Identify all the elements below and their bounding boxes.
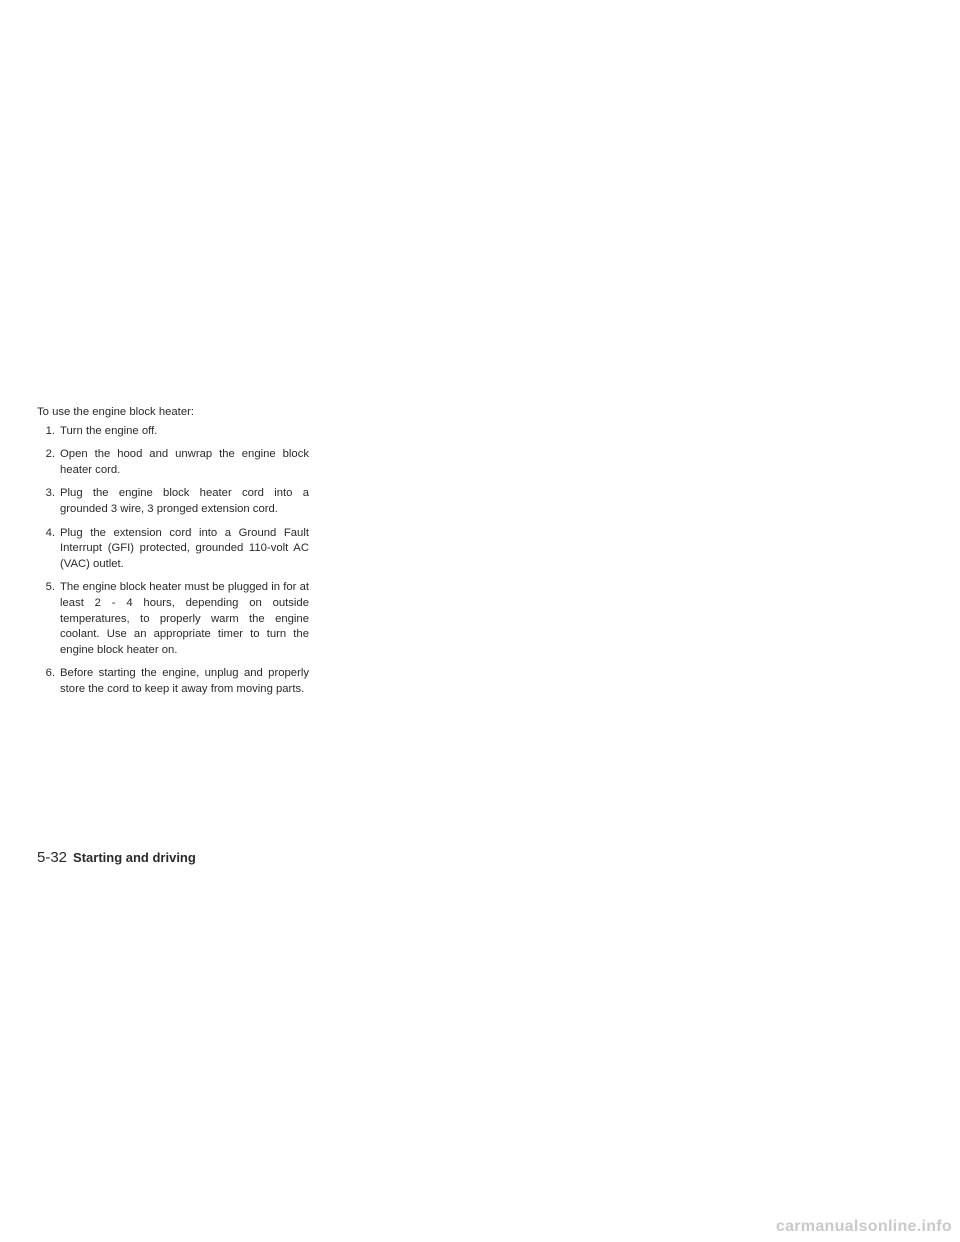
step-item: [37, 526, 309, 573]
intro-text: To use the engine block heater:: [37, 406, 195, 418]
step-number: 6.: [45, 667, 55, 680]
page-footer: [37, 849, 196, 867]
step-number: 4.: [45, 526, 55, 539]
step-number: 3.: [45, 487, 55, 500]
steps-list: [37, 424, 309, 698]
page-number: 5-32: [37, 849, 68, 866]
step-text: Turn the engine off.: [60, 424, 158, 437]
step-number: 5.: [45, 581, 55, 594]
section-title: Starting and driving: [73, 850, 196, 865]
step-text: The engine block heater must be plugged in for at least 2 - 4 hours, depending on outside temperatures, to properly warm the engine coolant. Use an appropriate timer to turn the engine block heater on.: [60, 581, 309, 656]
step-item: [37, 424, 309, 440]
step-text: Before starting the engine, unplug and properly store the cord to keep it away from moving parts.: [60, 667, 309, 695]
step-item: [37, 486, 309, 517]
step-text: Plug the engine block heater cord into a grounded 3 wire, 3 pronged extension cord.: [60, 487, 309, 515]
step-number: 1.: [45, 424, 55, 437]
step-item: [37, 666, 309, 697]
watermark: carmanualsonline.info: [775, 1218, 952, 1235]
step-item: [37, 580, 309, 658]
step-text: Open the hood and unwrap the engine block heater cord.: [60, 448, 309, 476]
step-text: Plug the extension cord into a Ground Fault Interrupt (GFI) protected, grounded 110-volt AC (VAC) outlet.: [60, 526, 309, 570]
step-number: 2.: [45, 448, 55, 461]
instructions-section: [37, 405, 309, 706]
step-item: [37, 447, 309, 478]
